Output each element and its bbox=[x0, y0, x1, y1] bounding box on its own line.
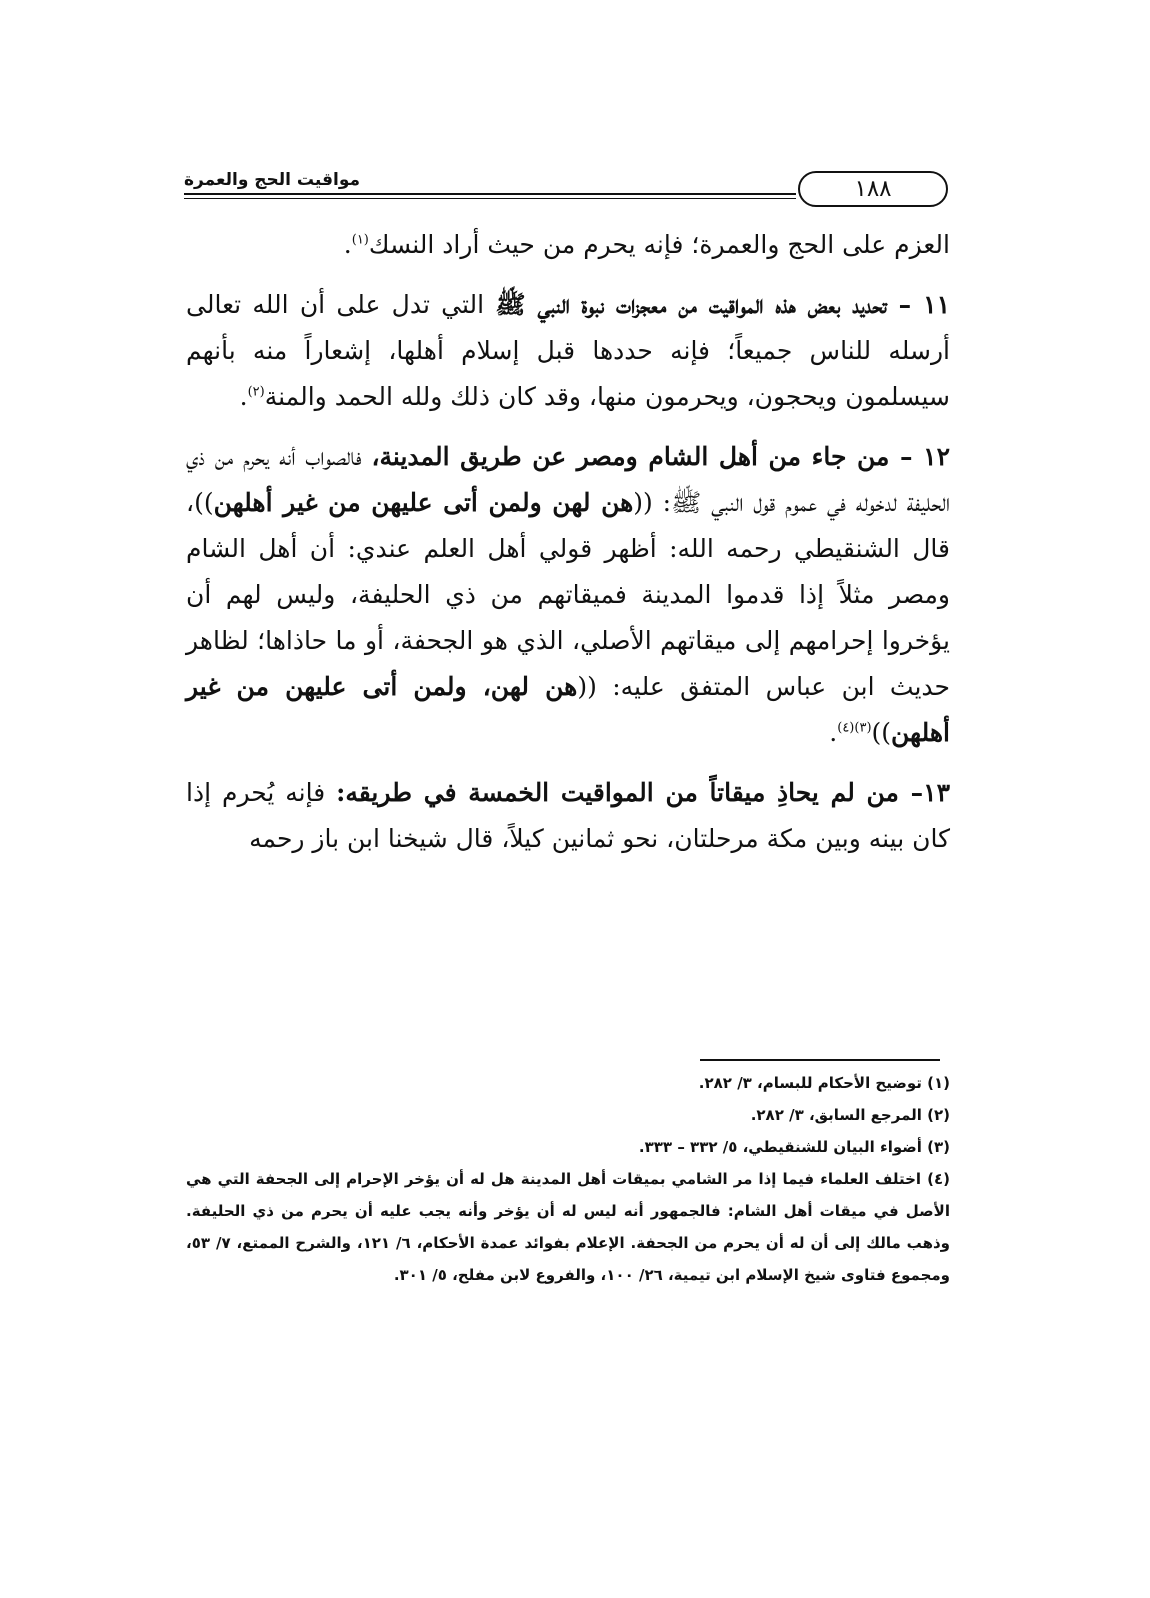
footnote-4: (٤) اختلف العلماء فيما إذا مر الشامي بميقات أهل المدينة هل له أن يؤخر الإحرام إلى الجحفة التي هي الأصل في ميقات أهل الشام: فالجمهور أنه ليس له أن يؤخر وأنه يجب عليه أن يحرم من ذي الحليفة. وذهب مالك إلى أن له أن يحرم من الجحفة. الإعلام بفوائد عمدة الأحكام، ٦/ ١٢١، والشرح الممتع، ٧/ ٥٣، ومجموع فتاوى شيخ الإسلام ابن تيمية، ٢٦/ ١٠٠، والفروع لابن مفلح، ٥/ ٣٠١. bbox=[186, 1170, 950, 1284]
section-12-text-c: ))، قال الشنقيطي رحمه الله: أظهر قولي أهل العلم عندي: أن أهل الشام ومصر مثلاً إذا قدموا المدينة فميقاتهم من ذي الحليفة، وليس لهم أن يؤخروا إحرامهم إلى ميقاتهم الأصلي، الذي هو الجحفة، أو ما حاذاها؛ لظاهر حديث ابن عباس المتفق عليه: (( bbox=[186, 488, 950, 701]
footnote-2: (٢) المرجع السابق، ٣/ ٢٨٢. bbox=[750, 1106, 950, 1124]
section-11 bbox=[186, 282, 950, 420]
running-title: مواقيت الحج والعمرة bbox=[184, 170, 361, 190]
section-13-text: فإنه يُحرم إذا كان بينه وبين مكة مرحلتان، نحو ثمانين كيلاً، قال شيخنا ابن باز رحمه bbox=[186, 778, 950, 853]
section-13 bbox=[186, 770, 950, 862]
header-rule bbox=[184, 193, 796, 195]
footnote-3: (٣) أضواء البيان للشنقيطي، ٥/ ٣٣٢ – ٣٣٣. bbox=[638, 1138, 950, 1156]
header-rule-thin bbox=[184, 198, 796, 199]
main-text bbox=[186, 222, 950, 862]
paragraph-end: . bbox=[343, 230, 352, 259]
footnote-rule bbox=[700, 1059, 940, 1061]
section-12-heading: ١٢ – من جاء من أهل الشام ومصر عن طريق المدينة، bbox=[371, 442, 950, 471]
section-11-heading: ١١ – تحديد بعض هذه المواقيت من معجزات نبوة النبي ﷺ bbox=[495, 290, 951, 319]
page-number-text: ١٨٨ bbox=[854, 176, 892, 202]
page-number bbox=[798, 171, 948, 207]
hadith-quote-2: هن لهن، ولمن أتى عليهن من غير أهلهن bbox=[186, 672, 950, 747]
paragraph-text: العزم على الحج والعمرة؛ فإنه يحرم من حيث أراد النسك bbox=[368, 230, 950, 259]
footnotes bbox=[186, 1067, 950, 1291]
section-12 bbox=[186, 434, 950, 756]
footnote-ref-2: (٢) bbox=[247, 384, 265, 400]
section-12-text-e: )) bbox=[871, 718, 892, 747]
paragraph-continuation bbox=[186, 222, 950, 268]
footnote-1: (١) توضيح الأحكام للبسام، ٣/ ٢٨٢. bbox=[698, 1074, 950, 1092]
section-13-heading: ١٣– من لم يحاذِ ميقاتاً من المواقيت الخمسة في طريقه: bbox=[336, 778, 951, 807]
section-11-end: . bbox=[239, 382, 248, 411]
section-12-end: . bbox=[829, 718, 838, 747]
section-11-text: التي تدل على أن الله تعالى أرسله للناس جميعاً؛ فإنه حددها قبل إسلام أهلها، إشعاراً منه بأنهم سيسلمون ويحجون، ويحرمون منها، وقد كان ذلك ولله الحمد والمنة bbox=[186, 290, 950, 411]
footnote-ref-3-4: (٣)(٤) bbox=[837, 720, 872, 736]
section-12-text-a: فالصواب أنه يحرم من ذي الحليفة لدخوله في عموم قول النبي ﷺ: (( bbox=[186, 442, 951, 517]
hadith-quote-1: هن لهن ولمن أتى عليهن من غير أهلهن bbox=[213, 488, 634, 517]
footnote-ref-1: (١) bbox=[351, 232, 369, 248]
